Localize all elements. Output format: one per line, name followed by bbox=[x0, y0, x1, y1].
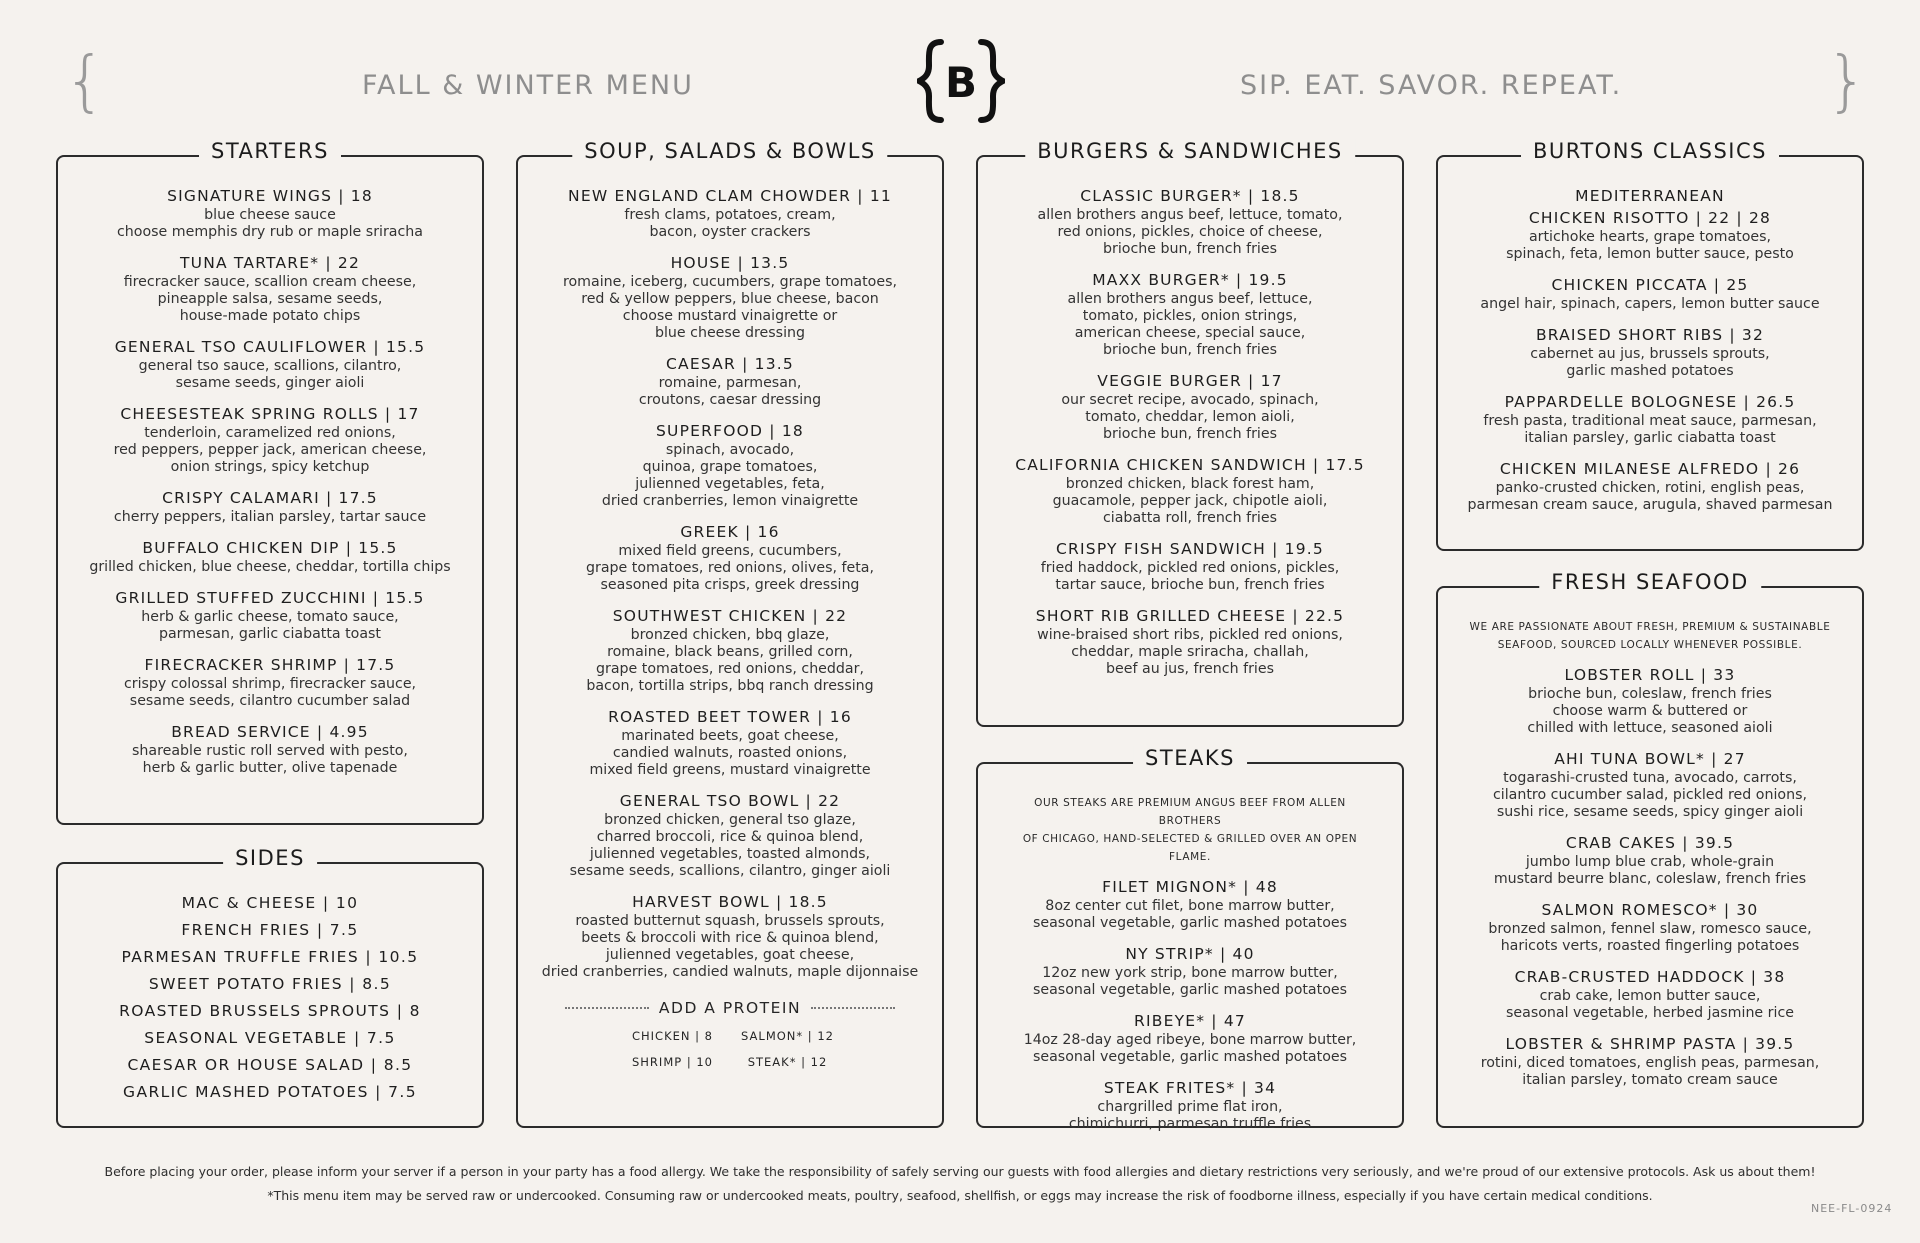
item-description: garlic mashed potatoes bbox=[1566, 363, 1734, 379]
menu-item bbox=[58, 403, 482, 476]
item-description: shareable rustic roll served with pesto, bbox=[132, 743, 408, 759]
item-description: beef au jus, french fries bbox=[1106, 661, 1274, 677]
item-name: SUPERFOOD | 18 bbox=[656, 422, 804, 440]
item-description: jumbo lump blue crab, whole-grain bbox=[1525, 854, 1775, 870]
menu-item bbox=[1438, 458, 1862, 514]
item-name: MEDITERRANEAN bbox=[1575, 187, 1725, 205]
steaks-title: STEAKS bbox=[1133, 746, 1247, 770]
side-item: CAESAR OR HOUSE SALAD | 8.5 bbox=[127, 1056, 413, 1074]
item-description: brioche bun, french fries bbox=[1103, 342, 1277, 358]
item-description: grilled chicken, blue cheese, cheddar, tortilla chips bbox=[89, 559, 451, 575]
note-line: WE ARE PASSIONATE ABOUT FRESH, PREMIUM & SUSTAINABLE bbox=[1469, 621, 1831, 633]
sides-title: SIDES bbox=[223, 846, 317, 870]
menu-item bbox=[58, 336, 482, 392]
item-name: HARVEST BOWL | 18.5 bbox=[632, 893, 828, 911]
item-name: SALMON ROMESCO* | 30 bbox=[1541, 901, 1759, 919]
item-description: red peppers, pepper jack, american cheese, bbox=[113, 442, 427, 458]
menu-season-title: FALL & WINTER MENU bbox=[362, 70, 694, 101]
item-description: seasoned pita crisps, greek dressing bbox=[600, 577, 860, 593]
item-name: CHEESESTEAK SPRING ROLLS | 17 bbox=[120, 405, 420, 423]
menu-item bbox=[58, 487, 482, 526]
steaks-note bbox=[978, 794, 1402, 866]
item-description: sesame seeds, ginger aioli bbox=[175, 375, 365, 391]
menu-item bbox=[978, 876, 1402, 932]
item-description: beets & broccoli with rice & quinoa blend, bbox=[581, 930, 879, 946]
item-description: seasonal vegetable, garlic mashed potatoes bbox=[1032, 915, 1347, 931]
starters-title: STARTERS bbox=[199, 139, 341, 163]
menu-code: NEE-FL-0924 bbox=[1811, 1202, 1893, 1215]
item-name: VEGGIE BURGER | 17 bbox=[1097, 372, 1283, 390]
item-description: julienned vegetables, toasted almonds, bbox=[589, 846, 871, 862]
item-description: onion strings, spicy ketchup bbox=[170, 459, 370, 475]
classics-title: BURTONS CLASSICS bbox=[1521, 139, 1779, 163]
item-description: bronzed chicken, general tso glaze, bbox=[604, 812, 856, 828]
item-description: julienned vegetables, goat cheese, bbox=[605, 947, 855, 963]
item-description: bacon, oyster crackers bbox=[649, 224, 811, 240]
item-description: general tso sauce, scallions, cilantro, bbox=[138, 358, 402, 374]
item-description: ciabatta roll, french fries bbox=[1103, 510, 1277, 526]
menu-item bbox=[518, 353, 942, 409]
menu-item bbox=[1438, 664, 1862, 737]
seafood-note bbox=[1438, 618, 1862, 654]
side-item: ROASTED BRUSSELS SPROUTS | 8 bbox=[119, 1002, 421, 1020]
fresh-seafood-section bbox=[1436, 570, 1864, 1128]
left-bracket-ornament: { bbox=[64, 42, 106, 119]
menu-item bbox=[1438, 832, 1862, 888]
item-name: AHI TUNA BOWL* | 27 bbox=[1554, 750, 1746, 768]
soups-title: SOUP, SALADS & BOWLS bbox=[572, 139, 887, 163]
protein-option: SHRIMP | 10 bbox=[631, 1055, 713, 1069]
item-description: brioche bun, coleslaw, french fries bbox=[1528, 686, 1772, 702]
menu-item bbox=[978, 605, 1402, 678]
menu-slogan: SIP. EAT. SAVOR. REPEAT. bbox=[1240, 70, 1623, 101]
item-description: quinoa, grape tomatoes, bbox=[642, 459, 818, 475]
item-name: CHICKEN MILANESE ALFREDO | 26 bbox=[1499, 460, 1801, 478]
item-description: sesame seeds, scallions, cilantro, ginger aioli bbox=[569, 863, 891, 879]
burgers-sandwiches-section bbox=[976, 139, 1404, 727]
item-description: romaine, black beans, grilled corn, bbox=[607, 644, 853, 660]
menu-item bbox=[58, 654, 482, 710]
menu-item bbox=[1438, 324, 1862, 380]
item-name: CALIFORNIA CHICKEN SANDWICH | 17.5 bbox=[1015, 456, 1365, 474]
menu-item bbox=[978, 454, 1402, 527]
menu-header bbox=[0, 0, 1920, 140]
menu-item bbox=[1438, 899, 1862, 955]
item-description: charred broccoli, rice & quinoa blend, bbox=[596, 829, 864, 845]
item-description: blue cheese sauce bbox=[204, 207, 336, 223]
menu-item bbox=[978, 1010, 1402, 1066]
item-description: spinach, avocado, bbox=[665, 442, 795, 458]
item-description: bronzed salmon, fennel slaw, romesco sauce, bbox=[1488, 921, 1812, 937]
item-description: choose memphis dry rub or maple sriracha bbox=[117, 224, 423, 240]
item-description: herb & garlic cheese, tomato sauce, bbox=[141, 609, 399, 625]
item-name: CRAB CAKES | 39.5 bbox=[1565, 834, 1735, 852]
item-description: mixed field greens, mustard vinaigrette bbox=[589, 762, 871, 778]
item-description: american cheese, special sauce, bbox=[1074, 325, 1306, 341]
logo-letter: B bbox=[944, 58, 977, 107]
item-name: FILET MIGNON* | 48 bbox=[1102, 878, 1278, 896]
item-description: allen brothers angus beef, lettuce, tomato, bbox=[1037, 207, 1343, 223]
menu-item bbox=[518, 252, 942, 342]
raw-food-warning: *This menu item may be served raw or undercooked. Consuming raw or undercooked meats, poultry, seafood, shellfish, or eggs may increase the risk of foodborne illness, especially if you have certain medical conditions. bbox=[267, 1188, 1653, 1203]
item-name: STEAK FRITES* | 34 bbox=[1103, 1079, 1277, 1097]
menu-item bbox=[58, 252, 482, 325]
item-name: TUNA TARTARE* | 22 bbox=[179, 254, 361, 272]
item-description: artichoke hearts, grape tomatoes, bbox=[1528, 229, 1772, 245]
item-name: NEW ENGLAND CLAM CHOWDER | 11 bbox=[568, 187, 892, 205]
item-description: fried haddock, pickled red onions, pickles, bbox=[1040, 560, 1340, 576]
menu-item bbox=[1438, 966, 1862, 1022]
item-description: bronzed chicken, bbq glaze, bbox=[630, 627, 830, 643]
item-description: marinated beets, goat cheese, bbox=[621, 728, 839, 744]
item-description: house-made potato chips bbox=[179, 308, 361, 324]
item-description: sushi rice, sesame seeds, spicy ginger aioli bbox=[1496, 804, 1804, 820]
item-description: chimichurri, parmesan truffle fries bbox=[1068, 1116, 1312, 1132]
item-name: LOBSTER ROLL | 33 bbox=[1564, 666, 1736, 684]
menu-item bbox=[58, 185, 482, 241]
item-name: NY STRIP* | 40 bbox=[1125, 945, 1255, 963]
item-description: grape tomatoes, red onions, olives, feta, bbox=[586, 560, 874, 576]
item-name: CRAB-CRUSTED HADDOCK | 38 bbox=[1514, 968, 1786, 986]
item-description: panko-crusted chicken, rotini, english peas, bbox=[1495, 480, 1805, 496]
item-description: chargrilled prime flat iron, bbox=[1097, 1099, 1283, 1115]
item-name: LOBSTER & SHRIMP PASTA | 39.5 bbox=[1505, 1035, 1795, 1053]
item-description: herb & garlic butter, olive tapenade bbox=[142, 760, 398, 776]
steaks-section bbox=[976, 746, 1404, 1132]
item-description: tomato, cheddar, lemon aioli, bbox=[1085, 409, 1295, 425]
item-description: parmesan cream sauce, arugula, shaved parmesan bbox=[1467, 497, 1833, 513]
item-description: angel hair, spinach, capers, lemon butter sauce bbox=[1480, 296, 1820, 312]
item-description: choose warm & buttered or bbox=[1552, 703, 1748, 719]
note-line: OUR STEAKS ARE PREMIUM ANGUS BEEF FROM ALLEN BROTHERS bbox=[1034, 797, 1346, 827]
menu-item bbox=[518, 420, 942, 510]
item-description: julienned vegetables, feta, bbox=[635, 476, 825, 492]
sides-section bbox=[56, 846, 484, 1128]
item-name: GENERAL TSO BOWL | 22 bbox=[619, 792, 841, 810]
menu-item bbox=[1438, 274, 1862, 313]
menu-item bbox=[978, 943, 1402, 999]
add-protein-heading bbox=[518, 999, 942, 1017]
menu-item bbox=[518, 521, 942, 594]
item-name: SOUTHWEST CHICKEN | 22 bbox=[612, 607, 848, 625]
item-name: CLASSIC BURGER* | 18.5 bbox=[1080, 187, 1300, 205]
item-description: crispy colossal shrimp, firecracker sauce, bbox=[123, 676, 417, 692]
item-description: dried cranberries, candied walnuts, maple dijonnaise bbox=[541, 964, 919, 980]
item-description: brioche bun, french fries bbox=[1103, 241, 1277, 257]
item-name: SIGNATURE WINGS | 18 bbox=[167, 187, 373, 205]
menu-item bbox=[1438, 748, 1862, 821]
item-name: CRISPY CALAMARI | 17.5 bbox=[162, 489, 378, 507]
item-description: candied walnuts, roasted onions, bbox=[612, 745, 848, 761]
side-item: FRENCH FRIES | 7.5 bbox=[181, 921, 359, 939]
item-description: seasonal vegetable, herbed jasmine rice bbox=[1506, 1005, 1794, 1021]
item-description: bacon, tortilla strips, bbq ranch dressing bbox=[586, 678, 874, 694]
side-item: SEASONAL VEGETABLE | 7.5 bbox=[144, 1029, 396, 1047]
starters-section bbox=[56, 139, 484, 825]
item-description: cabernet au jus, brussels sprouts, bbox=[1530, 346, 1770, 362]
item-description: italian parsley, tomato cream sauce bbox=[1522, 1072, 1778, 1088]
menu-item bbox=[978, 538, 1402, 594]
item-description: blue cheese dressing bbox=[654, 325, 806, 341]
item-description: cilantro cucumber salad, pickled red onions, bbox=[1493, 787, 1807, 803]
item-description: croutons, caesar dressing bbox=[638, 392, 822, 408]
item-description: grape tomatoes, red onions, cheddar, bbox=[596, 661, 864, 677]
item-description: tartar sauce, brioche bun, french fries bbox=[1055, 577, 1325, 593]
item-description: seasonal vegetable, garlic mashed potatoes bbox=[1032, 982, 1347, 998]
menu-item bbox=[58, 721, 482, 777]
item-name: BUFFALO CHICKEN DIP | 15.5 bbox=[142, 539, 398, 557]
item-description: cherry peppers, italian parsley, tartar sauce bbox=[113, 509, 427, 525]
item-description: 8oz center cut filet, bone marrow butter, bbox=[1045, 898, 1335, 914]
item-description: sesame seeds, cilantro cucumber salad bbox=[129, 693, 411, 709]
item-description: seasonal vegetable, garlic mashed potatoes bbox=[1032, 1049, 1347, 1065]
item-description: dried cranberries, lemon vinaigrette bbox=[601, 493, 859, 509]
item-description: romaine, parmesan, bbox=[658, 375, 802, 391]
side-item: MAC & CHEESE | 10 bbox=[181, 894, 359, 912]
seafood-title: FRESH SEAFOOD bbox=[1539, 570, 1761, 594]
menu-item bbox=[978, 269, 1402, 359]
item-description: italian parsley, garlic ciabatta toast bbox=[1524, 430, 1776, 446]
add-protein-label: ADD A PROTEIN bbox=[658, 999, 802, 1017]
item-description: red onions, pickles, choice of cheese, bbox=[1057, 224, 1323, 240]
menu-item bbox=[58, 587, 482, 643]
item-name: GRILLED STUFFED ZUCCHINI | 15.5 bbox=[115, 589, 425, 607]
burtons-classics-section bbox=[1436, 139, 1864, 551]
menu-item bbox=[978, 370, 1402, 443]
item-description: guacamole, pepper jack, chipotle aioli, bbox=[1052, 493, 1328, 509]
item-description: romaine, iceberg, cucumbers, grape tomatoes, bbox=[562, 274, 897, 290]
menu-item bbox=[978, 185, 1402, 258]
note-line: OF CHICAGO, HAND-SELECTED & GRILLED OVER AN OPEN FLAME. bbox=[1022, 833, 1358, 863]
item-description: pineapple salsa, sesame seeds, bbox=[157, 291, 383, 307]
menu-item bbox=[978, 1077, 1402, 1133]
brand-logo bbox=[917, 38, 1005, 124]
item-description: parmesan, garlic ciabatta toast bbox=[158, 626, 381, 642]
menu-item bbox=[518, 185, 942, 241]
item-description: 12oz new york strip, bone marrow butter, bbox=[1042, 965, 1338, 981]
menu-item bbox=[518, 891, 942, 981]
item-description: firecracker sauce, scallion cream cheese, bbox=[123, 274, 417, 290]
item-description: bronzed chicken, black forest ham, bbox=[1065, 476, 1315, 492]
side-item: GARLIC MASHED POTATOES | 7.5 bbox=[123, 1083, 417, 1101]
menu-item bbox=[518, 790, 942, 880]
item-description: allen brothers angus beef, lettuce, bbox=[1067, 291, 1313, 307]
item-name: GENERAL TSO CAULIFLOWER | 15.5 bbox=[114, 338, 426, 356]
menu-item bbox=[518, 605, 942, 695]
item-name: GREEK | 16 bbox=[680, 523, 780, 541]
item-name: CRISPY FISH SANDWICH | 19.5 bbox=[1056, 540, 1324, 558]
item-description: cheddar, maple sriracha, challah, bbox=[1071, 644, 1309, 660]
item-description: spinach, feta, lemon butter sauce, pesto bbox=[1506, 246, 1794, 262]
protein-option: STEAK* | 12 bbox=[747, 1055, 828, 1069]
item-name: CAESAR | 13.5 bbox=[666, 355, 794, 373]
item-name: BREAD SERVICE | 4.95 bbox=[171, 723, 369, 741]
item-name: MAXX BURGER* | 19.5 bbox=[1092, 271, 1288, 289]
item-description: crab cake, lemon butter sauce, bbox=[1539, 988, 1761, 1004]
menu-item bbox=[58, 537, 482, 576]
item-description: our secret recipe, avocado, spinach, bbox=[1061, 392, 1319, 408]
item-description: wine-braised short ribs, pickled red onions, bbox=[1037, 627, 1343, 643]
item-name: SHORT RIB GRILLED CHEESE | 22.5 bbox=[1035, 607, 1345, 625]
item-name: HOUSE | 13.5 bbox=[670, 254, 790, 272]
item-name: PAPPARDELLE BOLOGNESE | 26.5 bbox=[1504, 393, 1796, 411]
note-line: SEAFOOD, SOURCED LOCALLY WHENEVER POSSIBLE. bbox=[1497, 639, 1803, 651]
item-description: mustard beurre blanc, coleslaw, french fries bbox=[1493, 871, 1807, 887]
menu-item bbox=[518, 706, 942, 779]
item-description: 14oz 28-day aged ribeye, bone marrow butter, bbox=[1023, 1032, 1357, 1048]
item-name: BRAISED SHORT RIBS | 32 bbox=[1535, 326, 1765, 344]
item-name: CHICKEN PICCATA | 25 bbox=[1551, 276, 1749, 294]
protein-option: CHICKEN | 8 bbox=[631, 1029, 713, 1043]
side-item: SWEET POTATO FRIES | 8.5 bbox=[148, 975, 392, 993]
item-name: FIRECRACKER SHRIMP | 17.5 bbox=[144, 656, 396, 674]
side-item: PARMESAN TRUFFLE FRIES | 10.5 bbox=[121, 948, 419, 966]
protein-option: SALMON* | 12 bbox=[741, 1029, 834, 1043]
item-description: rotini, diced tomatoes, english peas, parmesan, bbox=[1480, 1055, 1820, 1071]
protein-options bbox=[615, 1029, 845, 1069]
item-description: brioche bun, french fries bbox=[1103, 426, 1277, 442]
item-description: tomato, pickles, onion strings, bbox=[1082, 308, 1298, 324]
item-description: tenderloin, caramelized red onions, bbox=[144, 425, 396, 441]
soups-salads-bowls-section bbox=[516, 139, 944, 1128]
item-description: haricots verts, roasted fingerling potatoes bbox=[1500, 938, 1800, 954]
item-description: togarashi-crusted tuna, avocado, carrots, bbox=[1503, 770, 1797, 786]
item-name: RIBEYE* | 47 bbox=[1134, 1012, 1246, 1030]
item-description: fresh pasta, traditional meat sauce, parmesan, bbox=[1483, 413, 1817, 429]
allergy-notice: Before placing your order, please inform your server if a person in your party has a food allergy. We take the responsibility of safely serving our guests with food allergies and dietary restrictions very seriously, and we're proud of our extensive protocols. Ask us about them! bbox=[104, 1164, 1816, 1179]
item-description: choose mustard vinaigrette or bbox=[622, 308, 838, 324]
item-description: red & yellow peppers, blue cheese, bacon bbox=[581, 291, 879, 307]
item-name: ROASTED BEET TOWER | 16 bbox=[608, 708, 852, 726]
item-description: fresh clams, potatoes, cream, bbox=[624, 207, 836, 223]
item-description: chilled with lettuce, seasoned aioli bbox=[1527, 720, 1773, 736]
menu-item bbox=[1438, 391, 1862, 447]
menu-item bbox=[1438, 185, 1862, 263]
item-description: mixed field greens, cucumbers, bbox=[618, 543, 842, 559]
right-bracket-ornament: } bbox=[1826, 42, 1868, 119]
item-name: CHICKEN RISOTTO | 22 | 28 bbox=[1528, 209, 1772, 227]
burgers-title: BURGERS & SANDWICHES bbox=[1025, 139, 1355, 163]
menu-item bbox=[1438, 1033, 1862, 1089]
item-description: roasted butternut squash, brussels sprouts, bbox=[575, 913, 885, 929]
